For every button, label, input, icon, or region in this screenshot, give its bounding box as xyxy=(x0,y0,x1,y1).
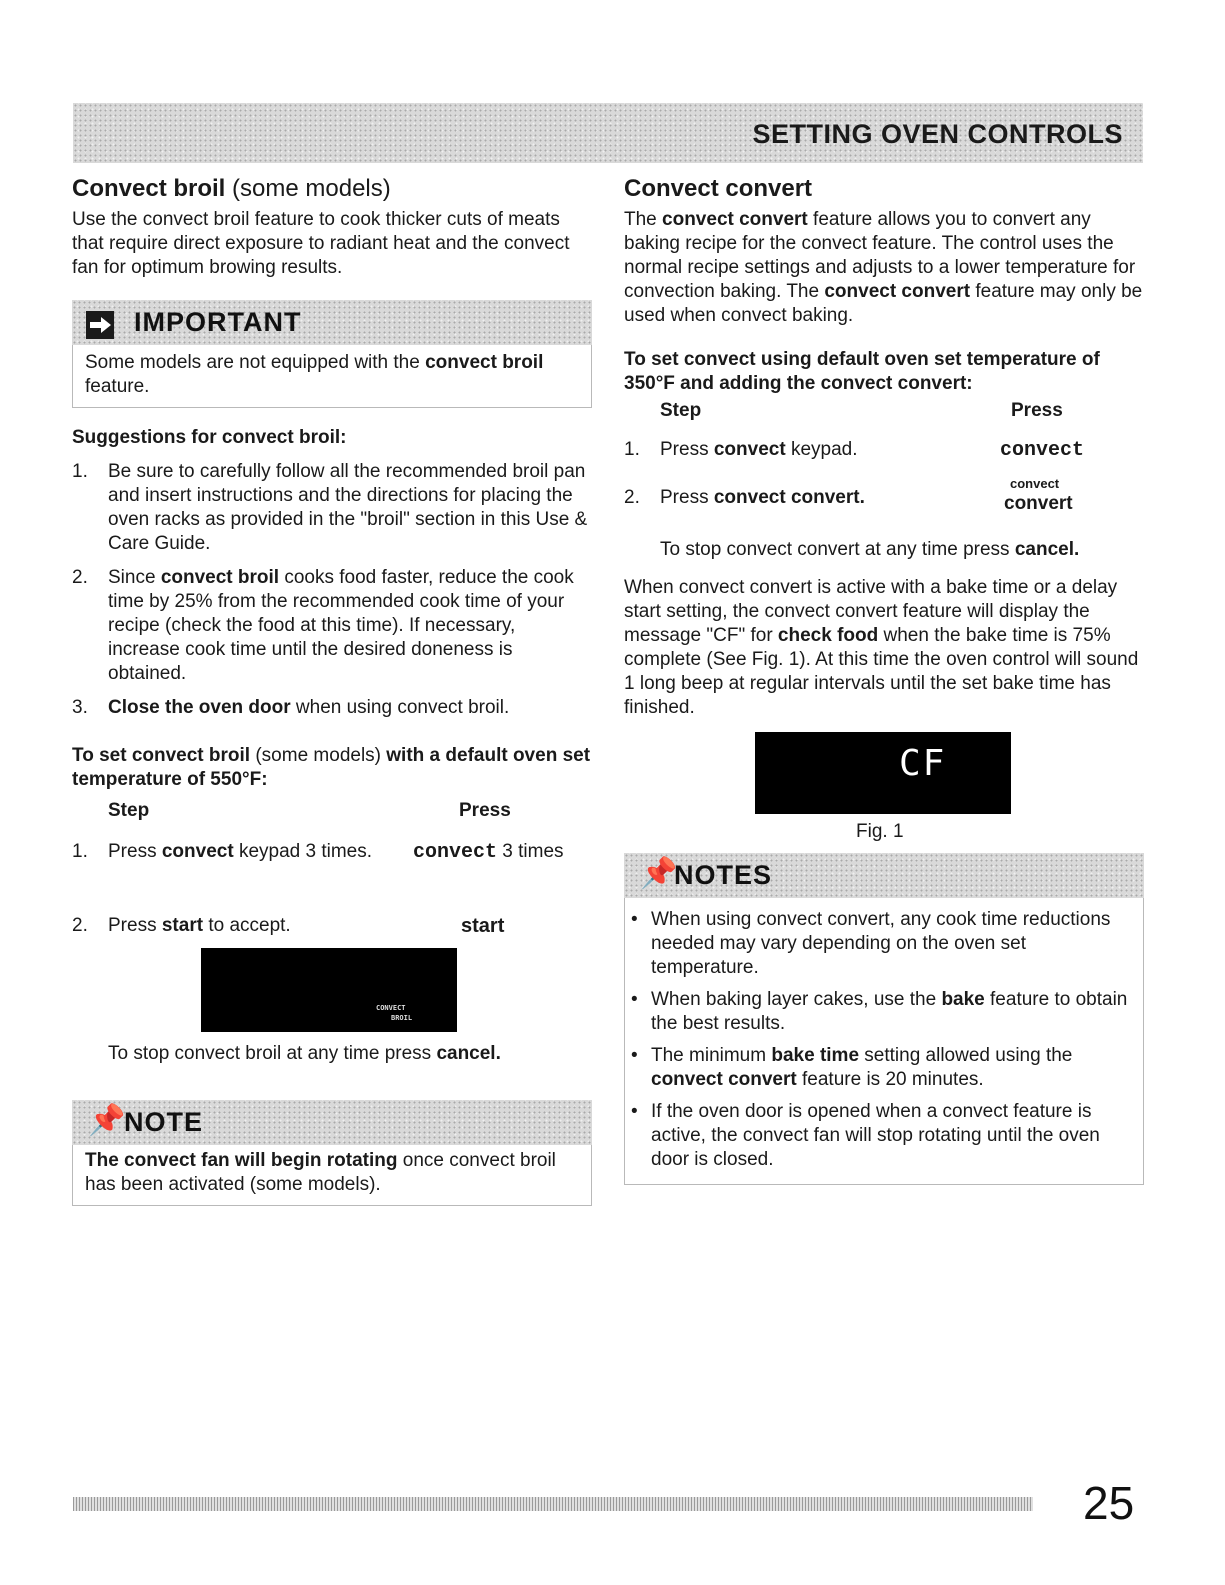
note-text: The convect fan will begin rotating once convect broil has been activated (some models). xyxy=(85,1150,556,1195)
step-column-label: Step xyxy=(660,400,702,421)
stop-convect-convert-text: To stop convect convert at any time press cancel. xyxy=(660,539,1080,560)
important-title: IMPORTANT xyxy=(134,307,302,337)
cf-display xyxy=(755,732,1011,814)
lcd-display: CONVECT BROIL xyxy=(201,948,457,1032)
figure-caption: Fig. 1 xyxy=(856,821,904,842)
step-press-header xyxy=(624,396,1144,426)
convect-convert-heading: Convect convert xyxy=(624,175,813,202)
step-press-header xyxy=(72,794,592,824)
note-callout-header xyxy=(72,1100,592,1145)
list-item: 1. Be sure to carefully follow all the recommended broil pan and insert instructions and the directions for placing the oven racks as provided in the "broil" section in this Use & Care Guide. xyxy=(72,461,588,554)
press-column-label: Press xyxy=(1011,400,1063,421)
step-column-label: Step xyxy=(108,800,150,821)
list-item: • When baking layer cakes, use the bake feature to obtain the best results. xyxy=(631,989,1128,1034)
footer-decorative-strip xyxy=(73,1497,1033,1511)
set-convect-convert-heading: To set convect using default oven set temperature of 350°F and adding the convect convert: xyxy=(624,349,1100,394)
set-convect-broil-heading: To set convect broil (some models) with a default oven set temperature of 550°F: xyxy=(72,745,591,790)
pushpin-icon: 📌 xyxy=(640,857,678,890)
convect-broil-intro: Use the convect broil feature to cook thicker cuts of meats that require direct exposure to radiant heat and the convect fan for optimum browing results. xyxy=(72,209,570,278)
arrow-icon xyxy=(86,311,114,339)
important-text: Some models are not equipped with the convect broil feature. xyxy=(85,352,544,397)
important-callout-body xyxy=(72,345,592,408)
section-header-bar xyxy=(73,103,1143,163)
suggestions-heading: Suggestions for convect broil: xyxy=(72,427,347,448)
cf-display-text: CF xyxy=(899,743,947,784)
figure-1 xyxy=(624,732,1144,844)
section-header-title: SETTING OVEN CONTROLS xyxy=(752,119,1123,149)
convect-convert-description: When convect convert is active with a bake time or a delay start setting, the convect convert feature will display the message "CF" for check food when the bake time is 75% complete (See Fig. 1). At this time the oven control will sound 1 long beep at regular intervals until the set bake time has finished. xyxy=(624,577,1139,718)
table-row: 2. Press convect convert. convect convert xyxy=(624,476,1073,514)
convect-convert-intro: The convect convert feature allows you to convert any baking recipe for the convect feature. The control uses the normal recipe settings and adjusts to a lower temperature for convection baking. The convect convert feature may only be used when convect baking. xyxy=(624,209,1143,326)
stop-convect-broil-text: To stop convect broil at any time press cancel. xyxy=(108,1043,501,1064)
notes-callout-header xyxy=(624,853,1144,898)
convect-broil-heading: Convect broil (some models) xyxy=(72,175,391,202)
press-column-label: Press xyxy=(459,800,511,821)
important-callout xyxy=(72,300,592,408)
list-item: • When using convect convert, any cook time reductions needed may vary depending on the oven set temperature. xyxy=(631,909,1111,978)
important-callout-header xyxy=(72,300,592,345)
list-item: • The minimum bake time setting allowed using the convect convert feature is 20 minutes. xyxy=(631,1045,1073,1090)
note-callout-body xyxy=(72,1145,592,1206)
table-row: 2. Press start to accept. start xyxy=(72,915,505,937)
notes-callout xyxy=(624,853,1144,1185)
list-item: • If the oven door is opened when a convect feature is active, the convect fan will stop rotating until the oven door is closed. xyxy=(631,1101,1100,1170)
convect-broil-display xyxy=(72,948,592,1034)
right-column xyxy=(624,172,1144,1185)
table-row: 1. Press convect keypad. convect xyxy=(624,439,1085,462)
notes-list xyxy=(625,908,1131,1172)
notes-callout-body xyxy=(624,898,1144,1185)
list-item: 2. Since convect broil cooks food faster, reduce the cook time by 25% from the recommended cook time of your recipe (check the food at this time). If necessary, increase cook time until the desired doneness is obtained. xyxy=(72,567,574,684)
page-number: 25 xyxy=(1083,1477,1135,1529)
table-row: 1. Press convect keypad 3 times. convect 3 times xyxy=(72,841,564,864)
note-callout xyxy=(72,1100,592,1206)
notes-title: NOTES xyxy=(674,860,773,890)
pushpin-icon: 📌 xyxy=(88,1104,126,1137)
note-title: NOTE xyxy=(124,1107,204,1137)
left-column xyxy=(72,172,592,1206)
suggestions-list xyxy=(72,460,592,720)
list-item: 3. Close the oven door when using convect broil. xyxy=(72,697,510,718)
